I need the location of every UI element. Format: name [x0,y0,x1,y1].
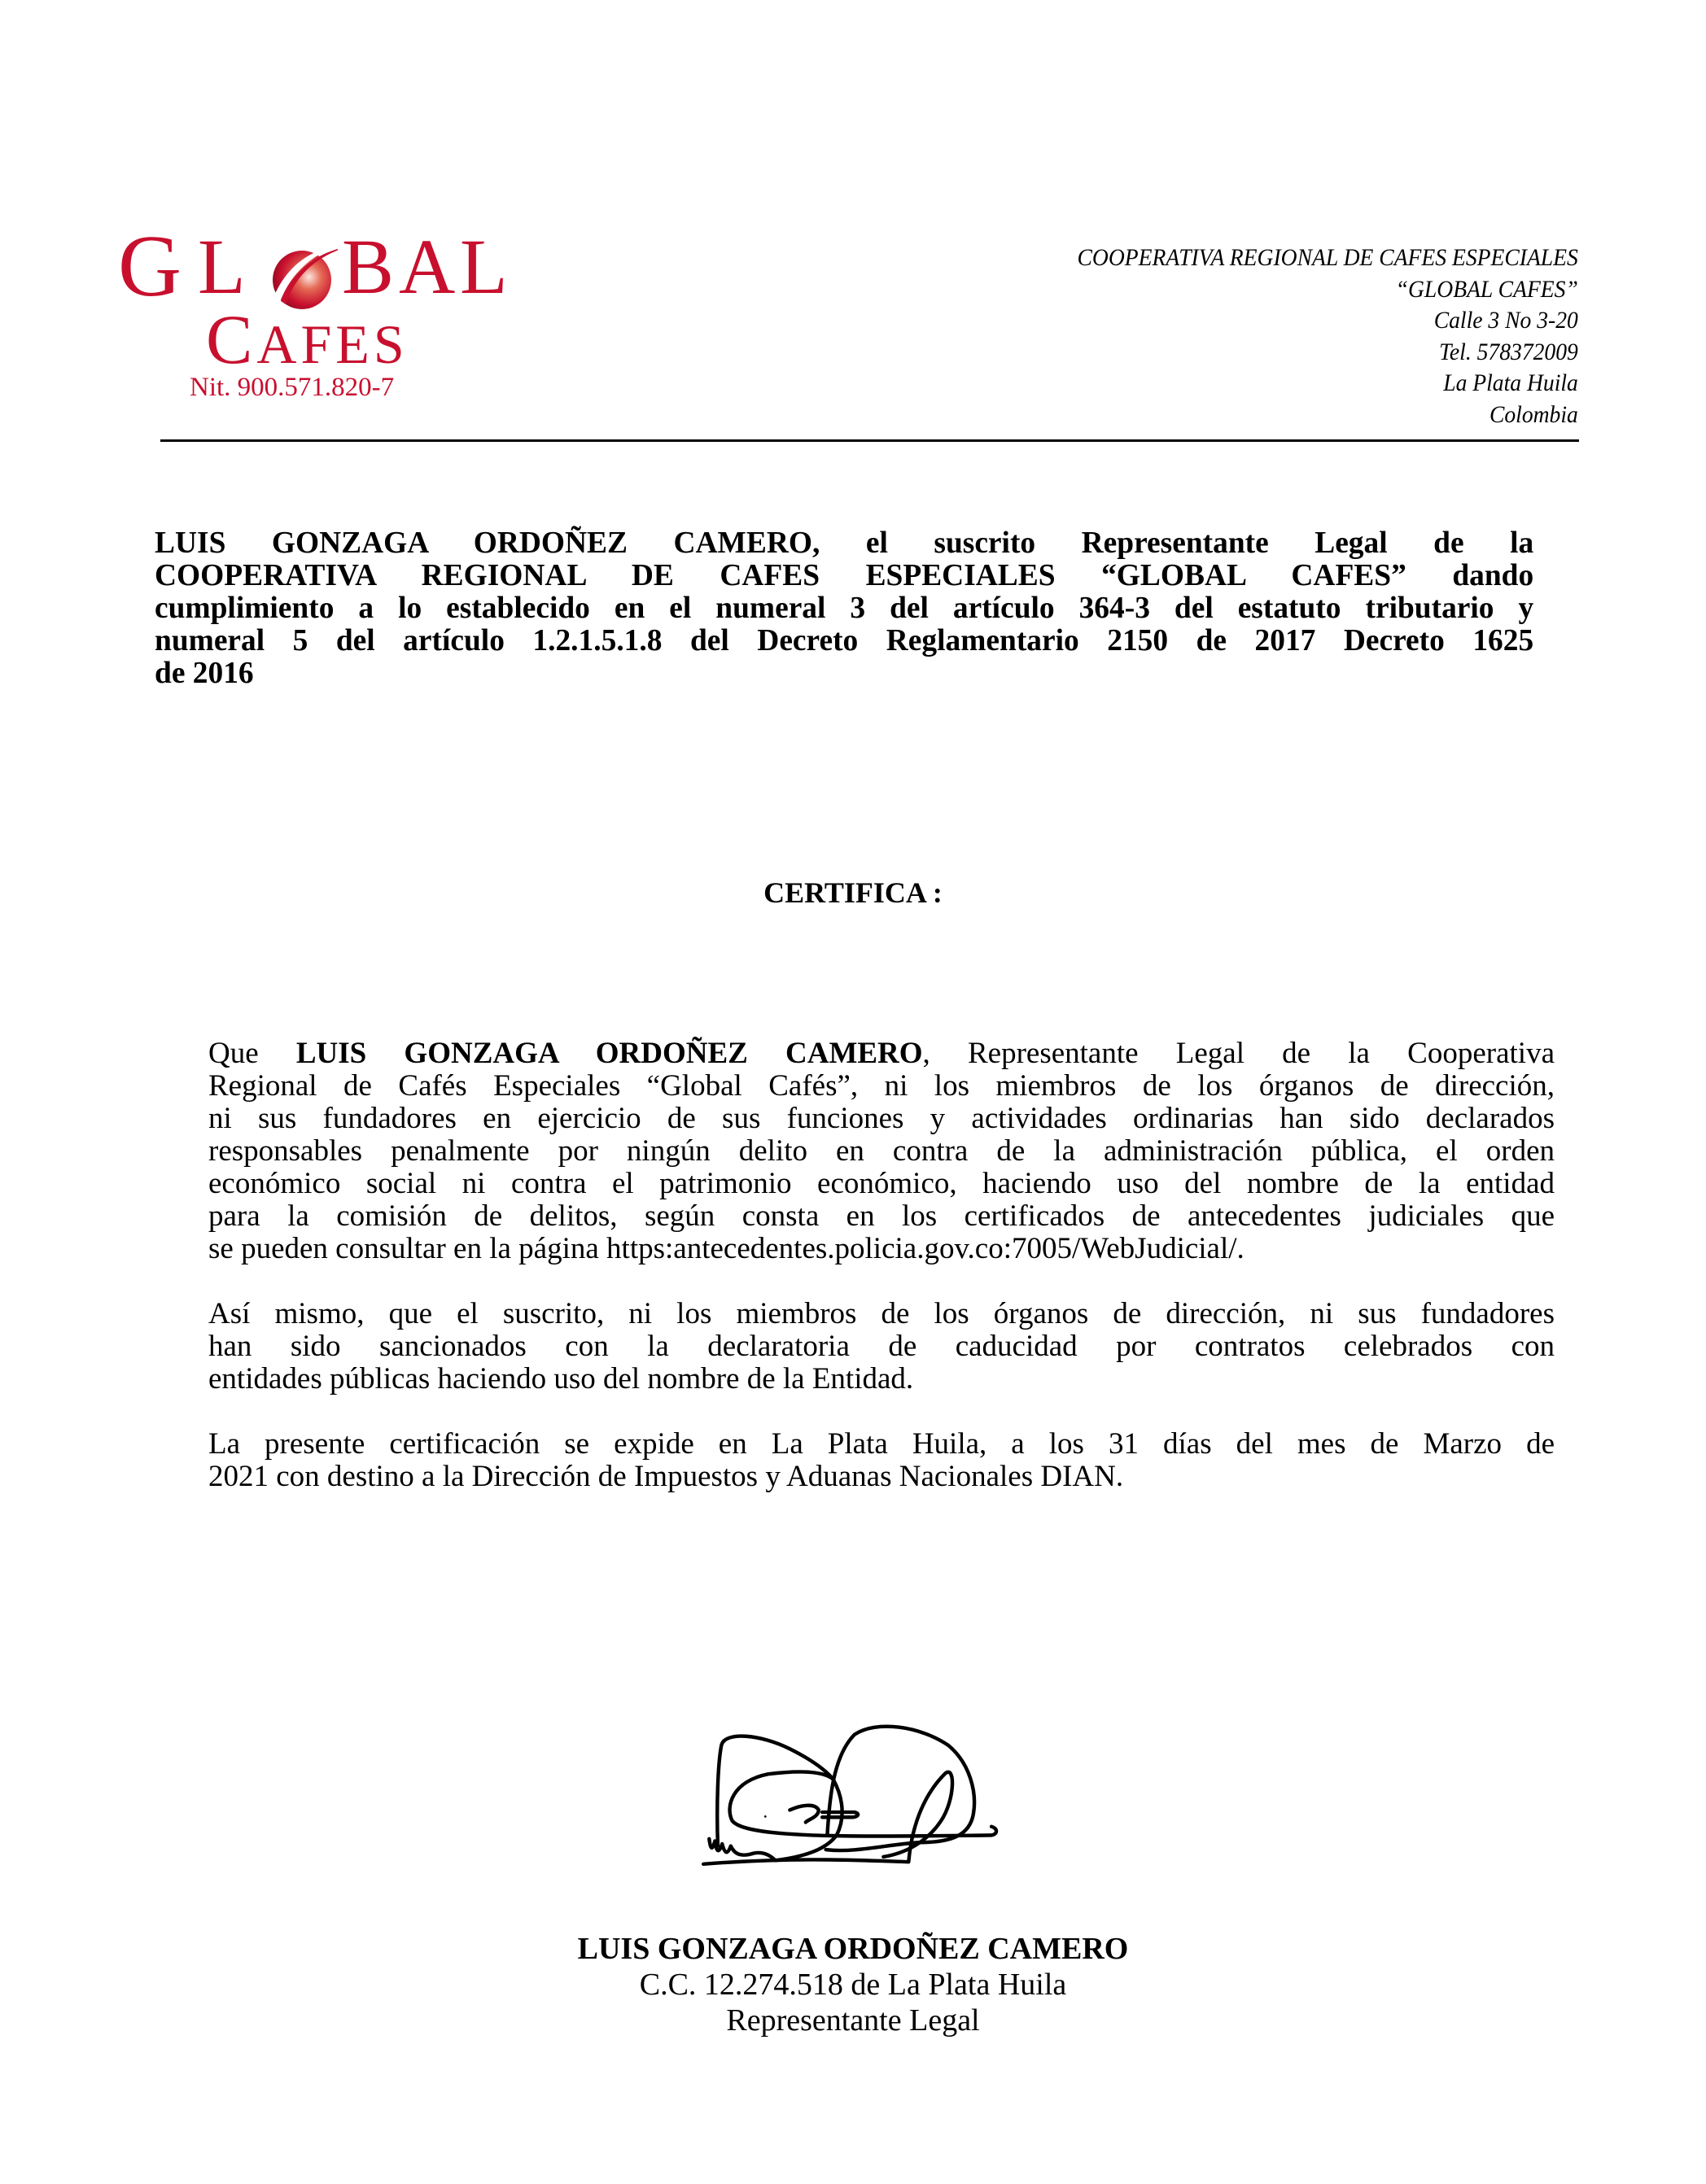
company-nit: Nit. 900.571.820-7 [190,373,395,402]
body-suffix: , Representante Legal de la Cooperativa [922,1037,1555,1070]
letterhead-line: “GLOBAL CAFES” [1395,275,1578,303]
body-line: entidades públicas haciendo uso del nombre de la Entidad. [208,1362,914,1396]
company-logo [118,218,508,407]
letterhead-line: Calle 3 No 3-20 [1433,307,1578,334]
intro-line: COOPERATIVA REGIONAL DE CAFES ESPECIALES “GLOBAL CAFES” dando [155,558,1534,592]
body-line: han sido sancionados con la declaratoria de caducidad por contratos celebrados con [208,1330,1555,1363]
body-line: 2021 con destino a la Dirección de Impuestos y Aduanas Nacionales DIAN. [208,1460,1124,1493]
body-paragraph-3 [208,1428,1555,1493]
intro-line: numeral 5 del artículo 1.2.1.5.1.8 del Decreto Reglamentario 2150 de 2017 Decreto 1625 [155,623,1534,657]
letterhead-line: Tel. 578372009 [1439,338,1578,365]
body-line: responsables penalmente por ningún delito en contra de la administración pública, el orden [208,1134,1555,1168]
intro-line: cumplimiento a lo establecido en el numeral 3 del artículo 364-3 del estatuto tributario y [155,591,1534,625]
body-line: se pueden consultar en la página https:antecedentes.policia.gov.co:7005/WebJudicial/. [208,1232,1245,1265]
logo-letter: A [399,223,456,310]
letterhead-line: Colombia [1489,400,1578,428]
body-paragraph-1 [208,1037,1555,1265]
logo-letter: L [460,223,508,310]
logo-cafes-initial: C [206,300,257,378]
logo-letter: G [118,218,182,315]
body-line: Regional de Cafés Especiales “Global Cafés”, ni los miembros de los órganos de dirección, [208,1069,1555,1103]
logo-cafes-rest: AFES [256,313,409,375]
signatory-name: LUIS GONZAGA ORDOÑEZ CAMERO [577,1932,1129,1966]
body-line: ni sus fundadores en ejercicio de sus funciones y actividades ordinarias han sido declarados [208,1102,1555,1135]
intro-paragraph [155,526,1533,689]
globe-swoosh-icon [269,242,338,311]
logo-wordmark-global [118,218,508,317]
intro-line: LUIS GONZAGA ORDOÑEZ CAMERO, el suscrito Representante Legal de la [155,526,1534,560]
body-prefix: Que [208,1037,296,1070]
letterhead-address [1078,242,1578,430]
logo-wordmark-cafes [206,300,409,378]
certifica-heading: CERTIFICA : [763,876,943,909]
body-line: económico social ni contra el patrimonio económico, haciendo uso del nombre de la entidad [208,1167,1555,1200]
legal-rep-name: LUIS GONZAGA ORDOÑEZ CAMERO [295,1037,923,1070]
body-line: para la comisión de delitos, según consta en los certificados de antecedentes judiciales que [208,1199,1555,1233]
body-paragraph-2 [208,1298,1555,1396]
logo-letter: L [198,223,246,310]
body-line: Así mismo, que el suscrito, ni los miembros de los órganos de dirección, ni sus fundadores [208,1297,1555,1330]
letterhead-line: COOPERATIVA REGIONAL DE CAFES ESPECIALES [1077,244,1578,271]
letterhead-line: La Plata Huila [1443,369,1578,396]
intro-line: de 2016 [155,656,254,690]
body-line [208,1037,1555,1070]
certificate-body [208,1037,1555,1526]
header-divider [160,439,1579,442]
body-line: La presente certificación se expide en La Plata Huila, a los 31 días del mes de Marzo de [208,1427,1555,1461]
logo-letter: B [342,223,395,310]
signatory-role: Representante Legal [726,2003,980,2038]
signature-block [0,1931,1706,2038]
handwritten-signature-icon [667,1713,1042,1900]
signatory-id: C.C. 12.274.518 de La Plata Huila [639,1968,1067,2002]
